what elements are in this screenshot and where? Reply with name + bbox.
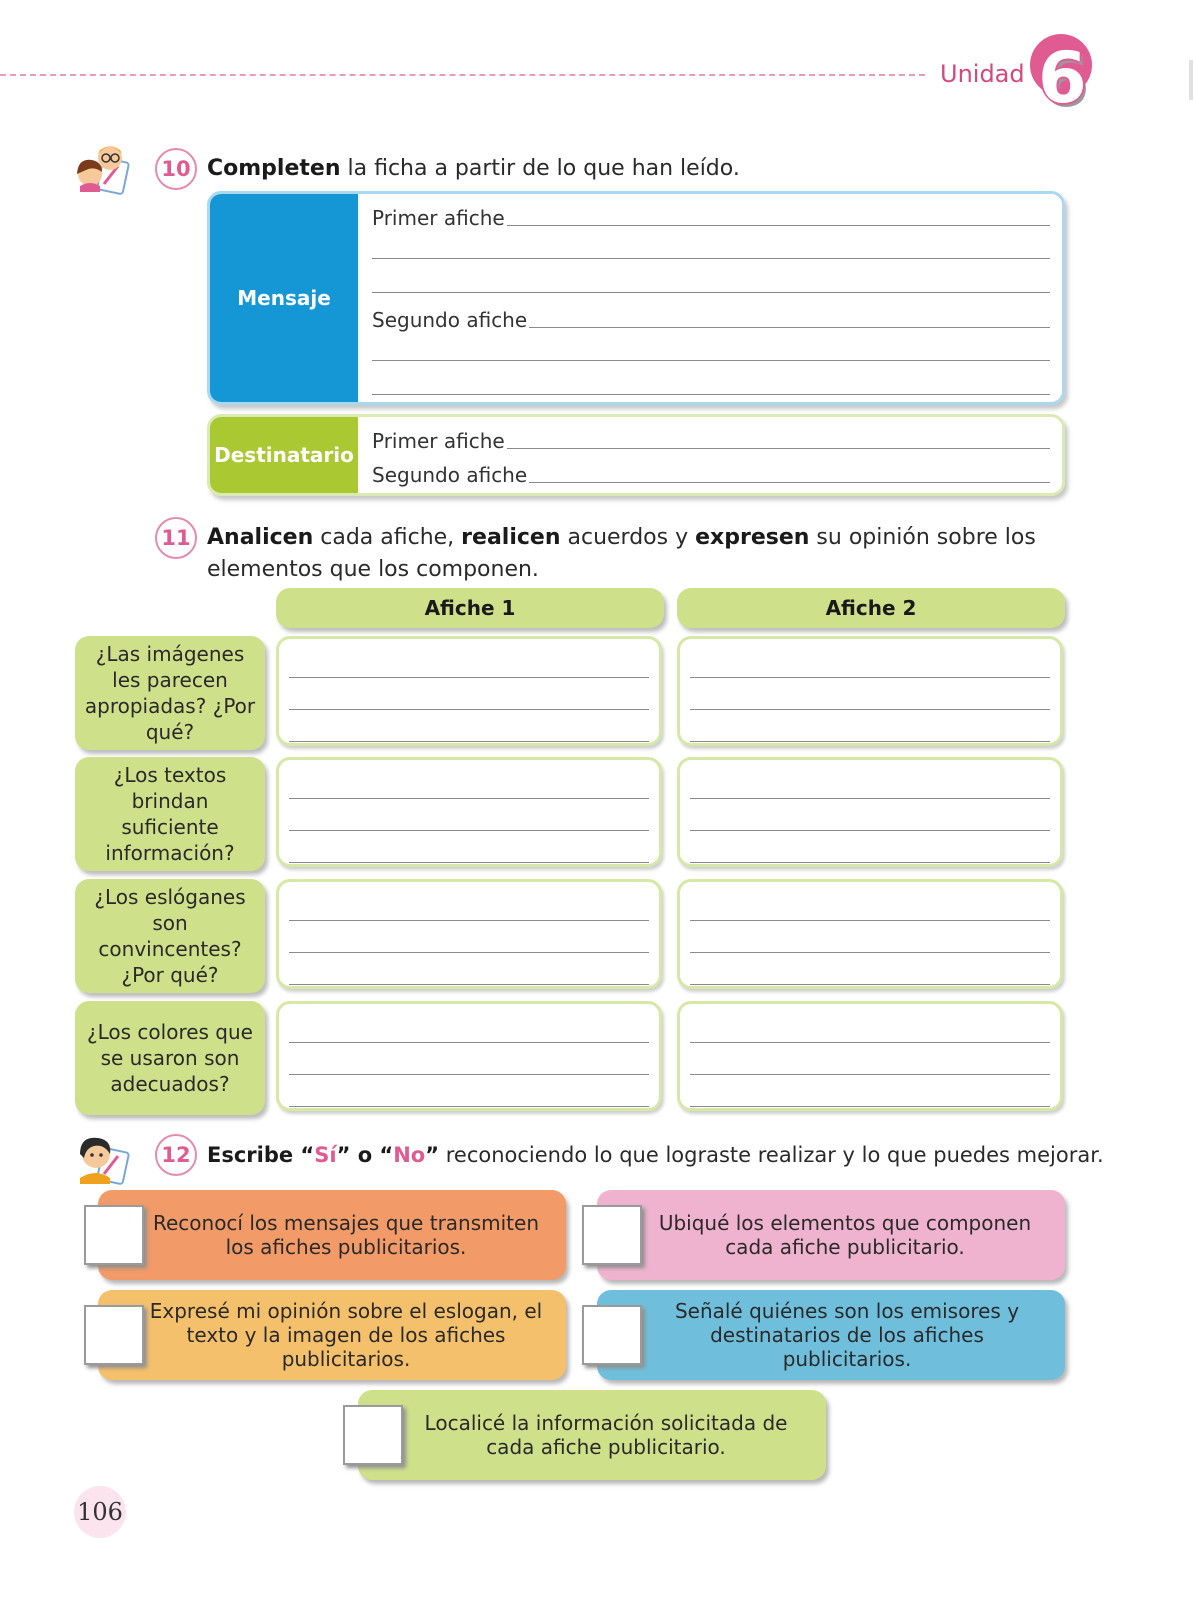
individual-work-icon [72, 1130, 132, 1186]
mensaje-second-label: Segundo afiche [372, 308, 528, 332]
destinatario-label: Destinatario [210, 417, 358, 493]
answer-checkbox[interactable] [84, 1305, 144, 1365]
activity-10-instruction [207, 153, 740, 185]
instruction-text: acuerdos y [560, 525, 696, 550]
instruction-text: la ficha a partir de lo que han leído. [340, 156, 740, 181]
mensaje-second-row[interactable] [372, 308, 1050, 332]
answer-cell-afiche-1[interactable] [276, 636, 662, 746]
answer-cell-afiche-2[interactable] [677, 636, 1063, 746]
unit-label: Unidad [940, 60, 1025, 88]
answer-cell-afiche-2[interactable] [677, 1001, 1063, 1111]
write-line[interactable] [372, 292, 1050, 293]
activity-12-instruction [207, 1139, 1104, 1171]
activity-number-10: 10 [155, 148, 197, 190]
no-word: No [393, 1143, 426, 1167]
mensaje-content [358, 194, 1062, 402]
activity-number-12: 12 [155, 1134, 197, 1176]
activity-number-11: 11 [155, 517, 197, 559]
mensaje-first-label: Primer afiche [372, 206, 505, 230]
write-line[interactable] [372, 360, 1050, 361]
mensaje-first-row[interactable] [372, 206, 1050, 230]
instruction-verb: Analicen [207, 525, 314, 550]
destinatario-content [358, 417, 1062, 493]
question-cell: ¿Los colores que se usaron son adecuados? [75, 1001, 265, 1115]
answer-cell-afiche-1[interactable] [276, 1001, 662, 1111]
quote-mark: ” o “ [336, 1143, 394, 1167]
write-line[interactable] [372, 394, 1050, 395]
instruction-verb: expresen [695, 525, 810, 550]
page-number: 106 [74, 1486, 126, 1538]
instruction-text: su opinión sobre los elementos que los componen. [207, 525, 1036, 582]
answer-cell-afiche-1[interactable] [276, 757, 662, 867]
self-eval-card: Expresé mi opinión sobre el eslogan, el texto y la imagen de los afiches publicitarios. [98, 1290, 566, 1380]
self-eval-card: Señalé quiénes son los emisores y destinatarios de los afiches publicitarios. [597, 1290, 1065, 1380]
answer-cell-afiche-2[interactable] [677, 757, 1063, 867]
page-edge-mark [1189, 60, 1193, 100]
instruction-verb: Escribe [207, 1143, 294, 1167]
destinatario-second-label: Segundo afiche [372, 463, 528, 487]
quote-mark: ” [425, 1143, 440, 1167]
mensaje-label: Mensaje [210, 194, 358, 402]
answer-checkbox[interactable] [582, 1205, 642, 1265]
instruction-verb: realicen [461, 525, 561, 550]
answer-checkbox[interactable] [343, 1405, 403, 1465]
write-line[interactable] [372, 258, 1050, 259]
question-cell: ¿Los eslóganes son convincentes? ¿Por qué? [75, 879, 265, 993]
unit-number: 6 [1038, 37, 1087, 119]
answer-cell-afiche-1[interactable] [276, 879, 662, 989]
column-header-afiche-2: Afiche 2 [677, 588, 1065, 628]
quote-mark: “ [293, 1143, 315, 1167]
instruction-verb: Completen [207, 156, 341, 181]
self-eval-card: Localicé la información solicitada de cada afiche publicitario. [358, 1390, 826, 1480]
destinatario-first-row[interactable] [372, 429, 1050, 453]
destinatario-first-label: Primer afiche [372, 429, 505, 453]
mensaje-card [207, 191, 1065, 405]
question-cell: ¿Los textos brindan suficiente información? [75, 757, 265, 871]
destinatario-card [207, 414, 1065, 496]
self-eval-card: Reconocí los mensajes que transmiten los afiches publicitarios. [98, 1190, 566, 1280]
column-header-afiche-1: Afiche 1 [276, 588, 664, 628]
answer-checkbox[interactable] [84, 1205, 144, 1265]
answer-checkbox[interactable] [582, 1305, 642, 1365]
pair-work-icon [72, 140, 132, 196]
question-cell: ¿Las imágenes les parecen apropiadas? ¿Por qué? [75, 636, 265, 750]
activity-11-instruction [207, 522, 1067, 586]
instruction-text: reconociendo lo que lograste realizar y lo que puedes mejorar. [439, 1143, 1104, 1167]
destinatario-second-row[interactable] [372, 463, 1050, 487]
yes-word: Sí [314, 1143, 337, 1167]
answer-cell-afiche-2[interactable] [677, 879, 1063, 989]
instruction-text: cada afiche, [313, 525, 462, 550]
self-eval-card: Ubiqué los elementos que componen cada afiche publicitario. [597, 1190, 1065, 1280]
header-dashed-line [0, 74, 925, 76]
